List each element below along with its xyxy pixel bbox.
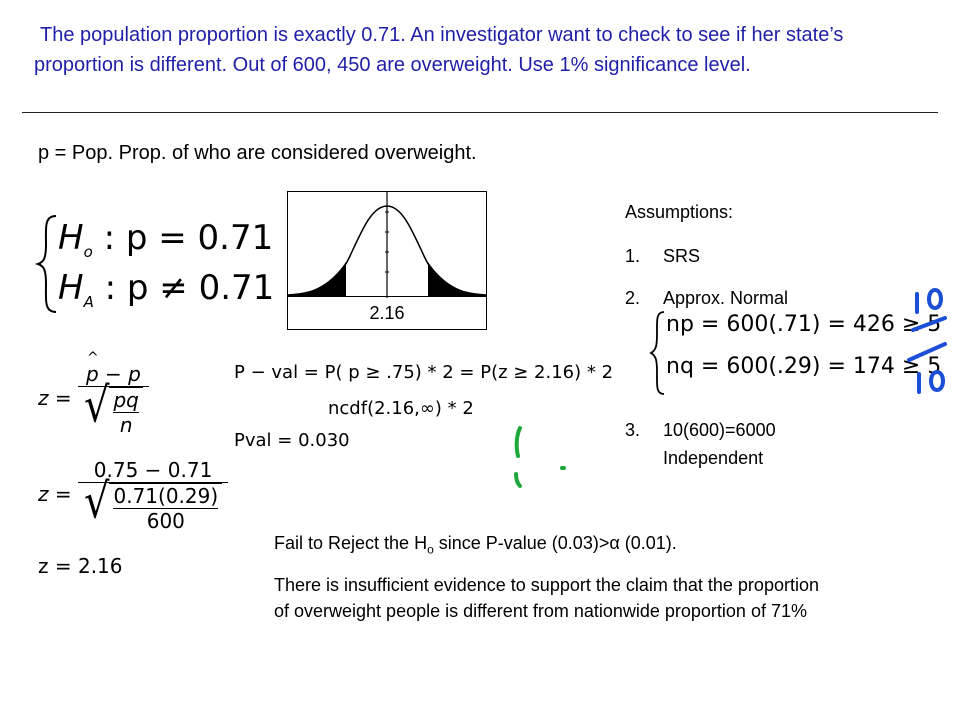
z-formula: z = ^ p − p √ pq n <box>38 362 149 437</box>
alternative-hypothesis: $H_A$ : p ≠ 0.71 <box>58 268 275 311</box>
nq-check: nq = 600(.29) = 174 ≥ 5 <box>666 354 942 379</box>
assumptions-heading: Assumptions: <box>625 202 734 222</box>
hypotheses <box>30 200 275 320</box>
handwritten-top-zero <box>929 290 941 308</box>
normal-curve-plot <box>288 192 486 298</box>
normal-check-brace <box>648 310 668 396</box>
right-tail-shade <box>428 262 486 296</box>
problem-statement <box>34 20 914 80</box>
green-paren-upper <box>517 428 520 456</box>
pvalue-line-2: ncdf(2.16,∞) * 2 <box>328 398 474 419</box>
pvalue-line-1: P − val = P( p ≥ .75) * 2 = P(z ≥ 2.16) * 2 <box>234 362 614 383</box>
handwritten-bottom-zero <box>931 372 943 390</box>
z-substitution: z = 0.75 − 0.71 √ 0.71(0.29) 600 <box>38 458 228 533</box>
fraction-stroke-upper <box>913 318 945 330</box>
p-hat: ^ p − p <box>86 362 141 386</box>
handwritten-ten-over-ten <box>905 282 955 402</box>
conclusion-paragraph: There is insufficient evidence to support the claim that the proportion of overweight people is different from nationwide proportion of 71% <box>274 575 819 621</box>
assumption-3-detail: Independent <box>663 448 764 468</box>
problem-text: The population proportion is exactly 0.71. An investigator want to check to see if her state’s proportion is different. Out of 600, 450 are overweight. Use 1% significance level. <box>34 24 844 76</box>
np-check: np = 600(.71) = 426 ≥ 5 <box>666 312 942 337</box>
fraction-stroke-lower <box>909 344 945 360</box>
hypothesis-brace <box>34 214 60 314</box>
normal-check <box>644 308 944 398</box>
z-critical-label: 2.16 <box>288 296 486 329</box>
title-divider <box>22 112 938 113</box>
z-result: z = 2.16 <box>38 554 123 578</box>
left-tail-shade <box>288 262 346 296</box>
assumption-2: 2. Approx. Normal <box>625 288 789 308</box>
green-paren-lower <box>516 474 520 486</box>
handwritten-green-marks <box>510 424 580 494</box>
parameter-definition: p = Pop. Prop. of who are considered overweight. <box>38 142 477 164</box>
null-hypothesis: $H_o$ : p = 0.71 <box>58 218 274 261</box>
assumption-1: 1. SRS <box>625 246 701 266</box>
decision-statement: Fail to Reject the $H_o$ since P-value (0.03)>α (0.01). <box>274 533 677 557</box>
assumption-3: 3. 10(600)=6000 <box>625 420 776 440</box>
pvalue-result: Pval = 0.030 <box>234 430 350 451</box>
